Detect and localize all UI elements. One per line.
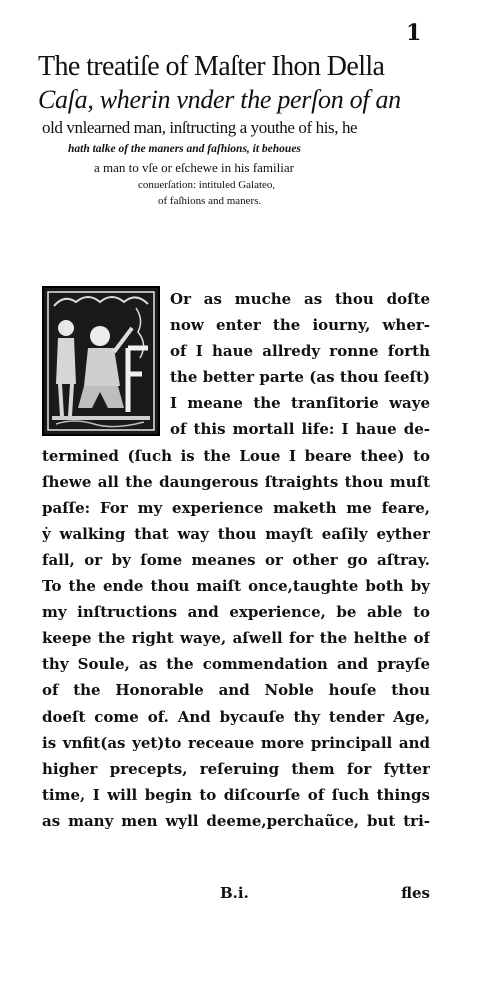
title-line: of faſhions and maners.: [158, 195, 262, 207]
body-line: my inſtructions and experience, be able to: [42, 603, 430, 622]
body-line: now enter the iourny, wher-: [170, 316, 430, 335]
title-line: conuerſation: intituled Galateo,: [138, 179, 276, 191]
body-line: fall, or by ſome meanes or other go aſtray.: [42, 550, 430, 569]
body-line: of the Honorable and Noble houſe thou: [42, 681, 430, 700]
catchword: fles: [401, 884, 430, 902]
title-line: a man to vſe or eſchewe in his familiar: [94, 160, 294, 175]
body-line: ẏ walking that way thou mayſt eaſily eyther: [42, 524, 430, 543]
body-line: paſſe: For my experience maketh me feare,: [42, 498, 430, 517]
title-line: old vnlearned man, inſtructing a youthe of his, he: [42, 118, 358, 137]
body-line: thy Soule, as the commendation and prayſe: [42, 655, 430, 674]
body-line: higher precepts, reſeruing them for fytter: [42, 759, 430, 778]
body-line: of this mortall life: I haue de-: [170, 420, 430, 439]
title-block: [38, 50, 438, 209]
body-text: [42, 286, 430, 834]
body-line: doeſt come of. And bycauſe thy tender Age,: [42, 707, 430, 726]
body-line: time, I will begin to diſcourſe of ſuch things: [42, 785, 430, 804]
body-line: Or as muche as thou doſte: [170, 290, 430, 308]
body-line: I meane the tranſitorie waye: [170, 394, 430, 413]
body-line: termined (ſuch is the Loue I beare thee) to: [42, 446, 430, 465]
signature-mark: B.i.: [220, 884, 249, 902]
body-line: as many men wyll deeme,perchaũce, but tri-: [42, 811, 430, 830]
title-line: The treatiſe of Maſter Ihon Della: [38, 51, 385, 82]
body-line: is vnfit(as yet)to receaue more principall and: [42, 733, 430, 752]
page-number: 1: [406, 20, 422, 46]
body-line: keepe the right waye, aſwell for the helthe of: [42, 629, 430, 648]
body-line: To the ende thou maiſt once,taughte both by: [42, 577, 430, 596]
title-line: Caſa, wherin vnder the perſon of an: [38, 85, 401, 114]
body-line: ſhewe all the daungerous ſtraights thou muſt: [42, 472, 430, 491]
body-line: the better parte (as thou ſeeſt): [170, 368, 430, 387]
body-line: of I haue allredy ronne forth: [170, 342, 430, 361]
title-line: hath talke of the maners and faſhions, it behoues: [68, 143, 301, 155]
page-footer: [42, 884, 430, 910]
